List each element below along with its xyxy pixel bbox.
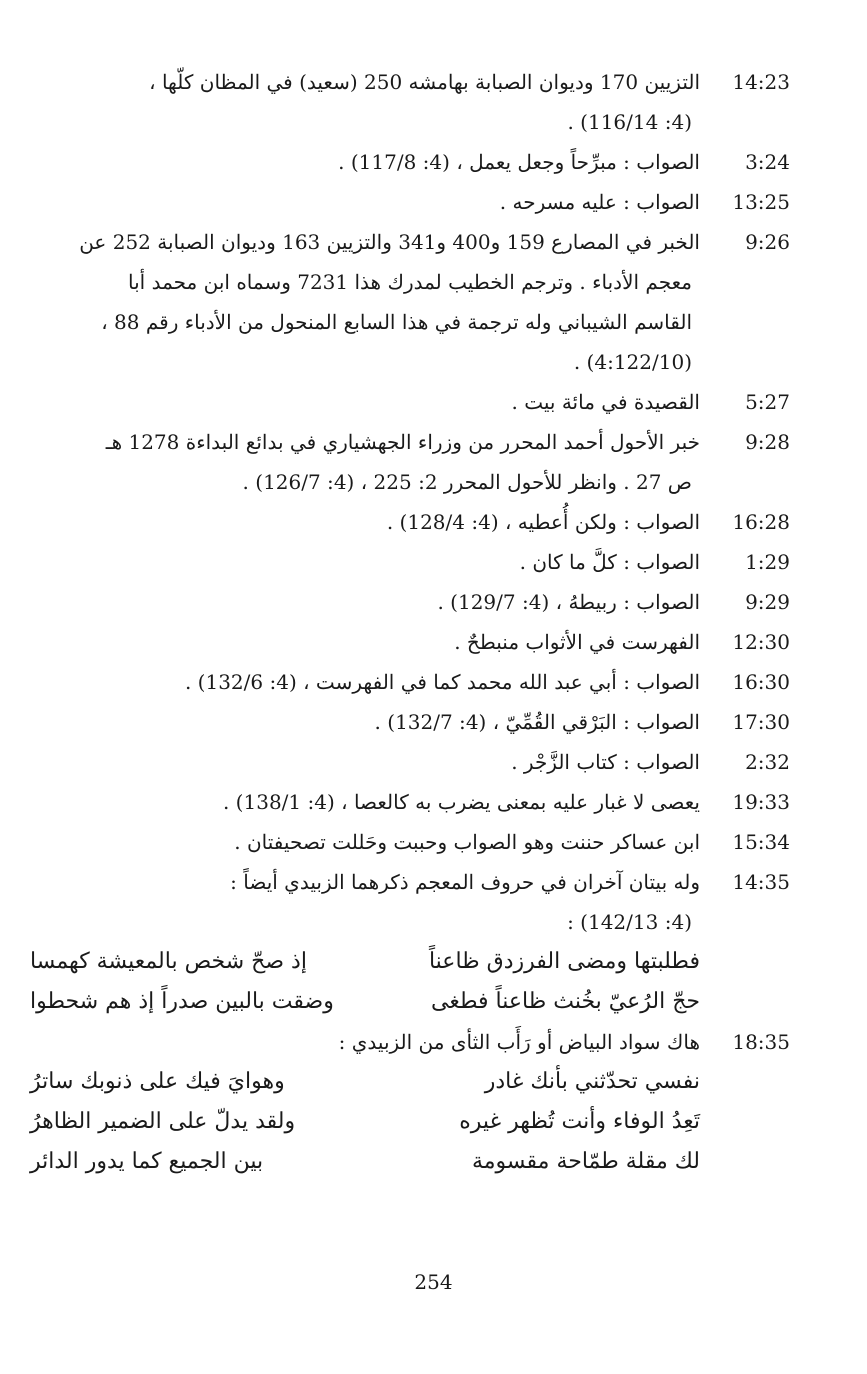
note-line: وله بيتان آخران في حروف المعجم ذكرهما الزبيدي أيضاً : <box>230 870 700 894</box>
note-reference: 19:33 <box>732 790 790 814</box>
note-entry <box>30 742 790 782</box>
note-reference: 12:30 <box>732 630 790 654</box>
verse-second-hemistich: بين الجميع كما يدور الدائر <box>30 1149 264 1174</box>
verse-line <box>30 942 790 982</box>
note-entry <box>30 542 790 582</box>
note-entry <box>30 1022 790 1062</box>
note-line: (4: 142/13) : <box>567 910 692 934</box>
note-line: القاسم الشيباني وله ترجمة في هذا السابع المنحول من الأدباء رقم 88 ، <box>101 310 692 334</box>
note-entry <box>30 782 790 822</box>
note-line: الصواب : كلَّ ما كان . <box>519 550 700 574</box>
note-line: الصواب : عليه مسرحه . <box>499 190 700 214</box>
note-entry <box>30 702 790 742</box>
note-text <box>30 422 710 502</box>
note-entry <box>30 382 790 422</box>
note-reference: 9:29 <box>745 590 790 614</box>
note-entry <box>30 622 790 662</box>
note-line: (4:122/10) . <box>573 350 692 374</box>
note-line: الصواب : البَرْقي القُمِّيّ ، (4: 132/7) . <box>374 710 700 734</box>
verse-second-hemistich: وهوايَ فيك على ذنوبك ساترُ <box>30 1069 285 1094</box>
note-reference: 17:30 <box>732 710 790 734</box>
note-text <box>30 862 710 942</box>
note-line: القصيدة في مائة بيت . <box>511 390 700 414</box>
note-reference: 3:24 <box>745 150 790 174</box>
verse-second-hemistich: وضقت بالبين صدراً إذ هم شحطوا <box>30 989 334 1014</box>
note-text <box>30 62 710 142</box>
note-reference: 5:27 <box>745 390 790 414</box>
poem-block <box>30 1062 790 1182</box>
note-line: معجم الأدباء . وترجم الخطيب لمدرك هذا 7231 وسماه ابن محمد أبا <box>128 270 692 294</box>
note-reference: 18:35 <box>732 1030 790 1054</box>
note-entry <box>30 502 790 542</box>
note-reference: 13:25 <box>732 190 790 214</box>
verse-first-hemistich: حجّ الرُعيّ بخُنث ظاعناً فطغى <box>431 989 700 1014</box>
notes-list <box>30 62 790 942</box>
poem-block <box>30 942 790 1022</box>
verse-first-hemistich: لك مقلة طمّاحة مقسومة <box>471 1149 700 1174</box>
notes-list <box>30 1022 790 1062</box>
note-reference: 16:30 <box>732 670 790 694</box>
note-reference: 9:28 <box>745 430 790 454</box>
note-text <box>30 382 710 422</box>
note-line: الخبر في المصارع 159 و400 و341 والتزيين 163 وديوان الصبابة 252 عن <box>79 230 700 254</box>
note-text <box>30 542 710 582</box>
verse-second-hemistich: إذ صحّ شخص بالمعيشة كهمسا <box>30 949 307 974</box>
note-line: الصواب : ربيطهُ ، (4: 129/7) . <box>437 590 700 614</box>
note-entry <box>30 662 790 702</box>
verse-line <box>30 1062 790 1102</box>
verse-first-hemistich: نفسي تحدّثني بأنك غادر <box>484 1069 700 1094</box>
verse-line <box>30 1102 790 1142</box>
note-reference: 1:29 <box>745 550 790 574</box>
note-text <box>30 822 710 862</box>
note-text <box>30 222 710 382</box>
note-entry <box>30 62 790 142</box>
note-entry <box>30 862 790 942</box>
note-line: يعصى لا غبار عليه بمعنى يضرب به كالعصا ، (4: 138/1) . <box>222 790 700 814</box>
note-entry <box>30 822 790 862</box>
verse-line <box>30 1142 790 1182</box>
note-reference: 14:23 <box>732 70 790 94</box>
note-entry <box>30 142 790 182</box>
note-text <box>30 782 710 822</box>
verse-first-hemistich: فطلبتها ومضى الفرزدق ظاعناً <box>428 949 700 974</box>
note-line: التزيين 170 وديوان الصبابة بهامشه 250 (سعيد) في المظان كلّها ، <box>149 70 700 94</box>
note-line: خبر الأحول أحمد المحرر من وزراء الجهشياري في بدائع البداءة 1278 هـ <box>105 430 700 454</box>
note-text <box>30 182 710 222</box>
note-line: الصواب : أبي عبد الله محمد كما في الفهرست ، (4: 132/6) . <box>184 670 700 694</box>
note-text <box>30 502 710 542</box>
note-entry <box>30 422 790 502</box>
note-entry <box>30 182 790 222</box>
verse-first-hemistich: تَعِدُ الوفاء وأنت تُظهر غيره <box>459 1109 700 1134</box>
note-entry <box>30 582 790 622</box>
page-body <box>30 62 790 1182</box>
note-line: ص 27 . وانظر للأحول المحرر 2: 225 ، (4: 126/7) . <box>242 470 692 494</box>
verse-line <box>30 982 790 1022</box>
note-text <box>30 702 710 742</box>
note-text <box>30 622 710 662</box>
note-text <box>30 1022 710 1062</box>
page-number: 254 <box>414 1270 453 1294</box>
note-reference: 16:28 <box>732 510 790 534</box>
note-line: الصواب : كتاب الزَّجْر . <box>511 750 700 774</box>
note-reference: 2:32 <box>745 750 790 774</box>
verse-second-hemistich: ولقد يدلّ على الضمير الظاهرُ <box>30 1109 296 1134</box>
note-text <box>30 582 710 622</box>
note-line: الفهرست في الأثواب منبطحٌ . <box>454 630 700 654</box>
note-reference: 14:35 <box>732 870 790 894</box>
note-entry <box>30 222 790 382</box>
note-text <box>30 142 710 182</box>
note-line: ابن عساكر حننت وهو الصواب وحببت وحَللت تصحيفتان . <box>234 830 700 854</box>
note-text <box>30 742 710 782</box>
note-reference: 9:26 <box>745 230 790 254</box>
note-text <box>30 662 710 702</box>
note-line: الصواب : ولكن أُعطيه ، (4: 128/4) . <box>386 510 700 534</box>
note-reference: 15:34 <box>732 830 790 854</box>
note-line: (4: 116/14) . <box>567 110 692 134</box>
note-line: الصواب : مبرِّحاً وجعل يعمل ، (4: 117/8) . <box>338 150 700 174</box>
note-line: هاك سواد البياض أو رَأَب الثأى من الزبيدي : <box>338 1030 700 1054</box>
